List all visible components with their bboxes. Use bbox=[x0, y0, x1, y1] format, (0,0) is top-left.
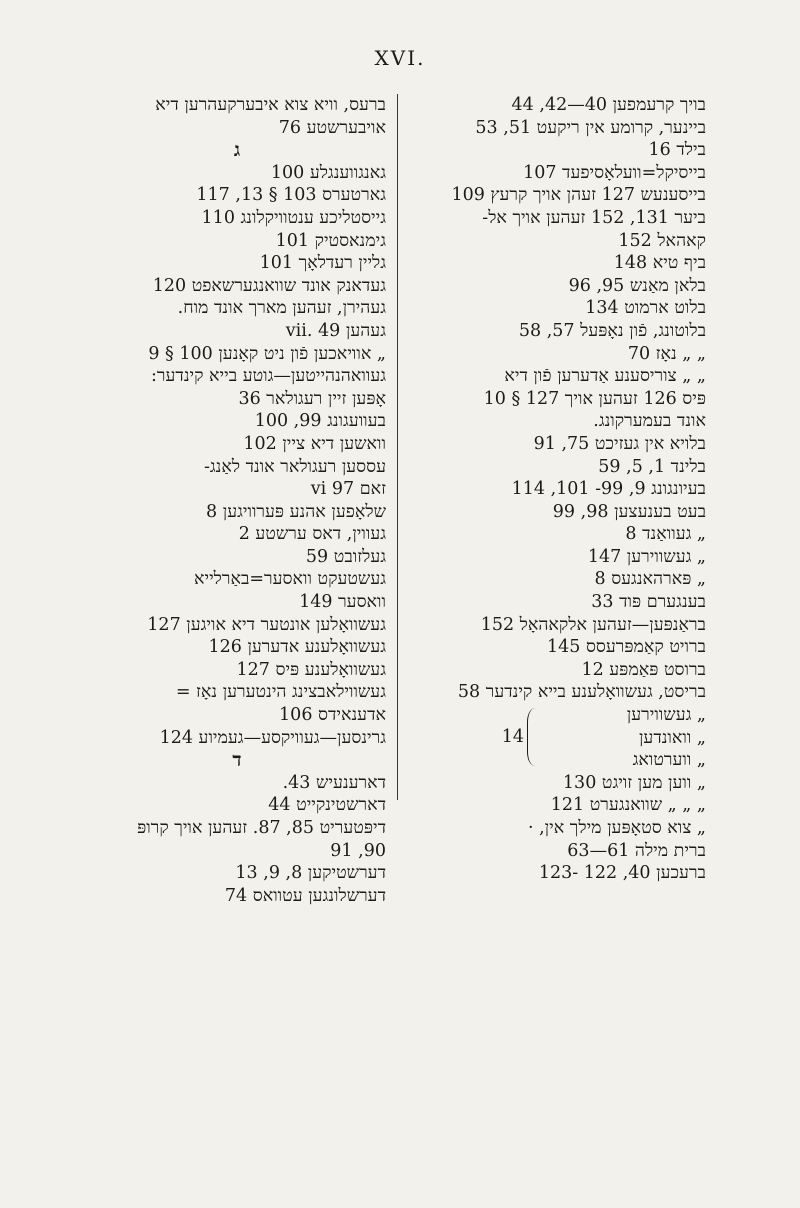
index-entry bbox=[408, 230, 706, 253]
index-entry-text: „ ווערטואג bbox=[632, 750, 706, 771]
index-entry-text: ד bbox=[232, 749, 242, 772]
index-entry bbox=[88, 840, 386, 863]
index-entry bbox=[408, 184, 706, 207]
index-entry-text: בעט בענעצען 98, 99 bbox=[552, 501, 706, 522]
index-entry bbox=[88, 817, 386, 840]
index-entry-text: בלאן מאַנש 95, 96 bbox=[568, 275, 706, 296]
index-entry-text: גרינסען—געוויקסע—געמיוע 124 bbox=[159, 727, 386, 748]
column-divider bbox=[397, 94, 398, 800]
index-entry-text: „ „ „ שוואנגערט 121 bbox=[550, 795, 706, 816]
index-entry-text: וואשען דיא ציין 102 bbox=[243, 433, 386, 454]
right-column bbox=[408, 94, 706, 885]
index-entry-text: געשוואָלען אונטער דיא אויגען 127 bbox=[147, 614, 386, 635]
index-entry-text: געהירן, זעהען מארך אונד מוח. bbox=[177, 298, 386, 319]
index-entry-text: שלאָפען אהנע פּערוויגען 8 bbox=[206, 501, 386, 522]
index-entry bbox=[88, 862, 386, 885]
index-entry-text: „ געשווירען bbox=[626, 705, 706, 726]
index-entry bbox=[408, 794, 706, 817]
index-entry-text: „ ווען מען זויגט 130 bbox=[562, 772, 706, 793]
index-entry-text: ברעס, וויא צוא איבערקעהרען דיא bbox=[155, 95, 386, 115]
index-entry-text: גייסטליכע ענטוויקלונג 110 bbox=[201, 207, 386, 228]
index-entry-text: „ אוויאכען פֿון ניט קאָנען 100 § 9 bbox=[148, 343, 386, 364]
index-entry-text: בלוט ארמוט 134 bbox=[585, 298, 706, 319]
index-entry-text: געווין, דאס ערשטע 2 bbox=[238, 524, 386, 545]
index-entry bbox=[408, 297, 706, 320]
index-entry bbox=[88, 546, 386, 569]
index-entry-text: געשוואָלענע אדערען 126 bbox=[208, 637, 386, 658]
index-entry bbox=[408, 501, 706, 524]
index-entry bbox=[88, 727, 386, 750]
index-entry bbox=[408, 681, 706, 704]
index-entry bbox=[88, 94, 386, 117]
index-entry bbox=[88, 343, 386, 366]
index-entry bbox=[88, 636, 386, 659]
index-entry bbox=[408, 568, 706, 591]
index-entry-text: געהען 49 .vii bbox=[285, 320, 386, 341]
index-entry bbox=[88, 591, 386, 614]
brace-page-ref: 14 bbox=[501, 727, 524, 748]
index-entry-text: בייסענעש 127 זעהן אויך קרעץ 109 bbox=[451, 185, 706, 206]
index-entry-text: ג bbox=[233, 139, 241, 162]
index-entry bbox=[88, 704, 386, 727]
index-entry bbox=[408, 659, 706, 682]
index-entry bbox=[408, 343, 706, 366]
index-entry bbox=[408, 478, 706, 501]
index-entry-text: ברית מילה 61—63 bbox=[567, 840, 706, 861]
index-entry-text: אדענאידס 106 bbox=[279, 705, 386, 726]
index-entry-text: „ געוואַנד 8 bbox=[625, 524, 706, 545]
index-entry-text: גארטערס 103 § 13, 117 bbox=[196, 185, 386, 206]
index-entry bbox=[88, 275, 386, 298]
index-entry bbox=[408, 614, 706, 637]
index-entry-text: „ „ צוריסענע אַדערען פֿון דיא bbox=[504, 366, 706, 387]
index-entry bbox=[408, 591, 706, 614]
index-entry-text: גימנאסטיק 101 bbox=[275, 230, 386, 251]
index-entry bbox=[88, 184, 386, 207]
index-entry-text: בייסיקל=וועלאָסיפעד 107 bbox=[523, 162, 706, 183]
index-entry bbox=[88, 162, 386, 185]
index-entry-text: בעוועגונג 99, 100 bbox=[254, 411, 386, 432]
index-entry bbox=[88, 885, 386, 908]
index-entry-text: אָפּען זיין רעגולאר 36 bbox=[238, 388, 386, 409]
index-entry bbox=[408, 365, 706, 388]
index-entry bbox=[88, 230, 386, 253]
index-entry bbox=[408, 727, 706, 750]
index-entry-text: געוואהנהייטען—גוטע בייא קינדער: bbox=[151, 366, 386, 387]
index-entry bbox=[408, 840, 706, 863]
index-entry bbox=[88, 749, 386, 772]
index-entry bbox=[408, 162, 706, 185]
index-entry-text: בלוטונג, פֿון נאָפּעל 57, 58 bbox=[518, 320, 706, 341]
index-entry-text: געלזובט 59 bbox=[305, 546, 386, 567]
index-entry bbox=[88, 614, 386, 637]
index-entry-text: בויך קרעמפען 40—42, 44 bbox=[511, 95, 706, 115]
index-entry-text: „ וואונדען bbox=[638, 727, 706, 748]
index-entry-text: „ געשווירען 147 bbox=[587, 546, 706, 567]
index-entry bbox=[88, 681, 386, 704]
index-entry-text: „ צוא סטאָפּען מילך אין, · bbox=[527, 818, 706, 838]
index-entry-text: בראַנפּען—זעהען אלקאהאָל 152 bbox=[480, 614, 706, 635]
index-entry-text: בריסט, געשוואָלענע בייא קינדער 58 bbox=[457, 682, 706, 703]
index-entry bbox=[408, 862, 706, 885]
index-entry bbox=[408, 94, 706, 117]
index-entry bbox=[408, 207, 706, 230]
index-entry-text: דערשלונגען עטוואס 74 bbox=[224, 885, 386, 906]
index-entry-text: עססען רעגולאר אונד לאַנג- bbox=[203, 456, 386, 477]
index-entry-text: דארשטינקייט 44 bbox=[268, 795, 386, 816]
index-entry bbox=[408, 275, 706, 298]
index-entry-text: ברויט קאַמפּרעסס 145 bbox=[546, 637, 706, 658]
index-entry-text: דארענעיש 43. bbox=[282, 772, 386, 793]
index-entry bbox=[88, 478, 386, 501]
index-entry bbox=[88, 772, 386, 795]
index-entry-text: קאהאל 152 bbox=[618, 230, 706, 251]
index-entry-text: גאנגווענגלע 100 bbox=[270, 162, 386, 183]
index-entry-text: בעיונגונג 9, 99- 101, 114 bbox=[511, 479, 706, 500]
index-entry-text: בלויא אין געזיכט 75, 91 bbox=[533, 433, 706, 454]
index-entry-text: געדאנק אונד שוואנגערשאפט 120 bbox=[152, 275, 386, 296]
index-entry-text: בילד 16 bbox=[648, 140, 706, 161]
index-entry-text: געשוואָלענע פּיס 127 bbox=[236, 659, 386, 680]
index-entry bbox=[408, 320, 706, 343]
index-entry bbox=[88, 388, 386, 411]
index-entry bbox=[88, 207, 386, 230]
index-entry-text: דערשטיקען 8, 9, 13 bbox=[235, 863, 386, 884]
index-entry bbox=[408, 772, 706, 795]
index-entry bbox=[408, 252, 706, 275]
index-entry bbox=[88, 297, 386, 320]
index-entry-text: וואסער 149 bbox=[299, 592, 386, 613]
index-entry-text: „ „ נאָז 70 bbox=[627, 343, 706, 364]
index-entry-text: גליין רעדלאָך 101 bbox=[259, 253, 386, 274]
index-entry bbox=[408, 749, 706, 772]
index-entry-text: ביער 131, 152 זעהען אויך אל- bbox=[482, 207, 706, 228]
index-entry bbox=[88, 501, 386, 524]
index-entry bbox=[408, 433, 706, 456]
index-entry bbox=[88, 456, 386, 479]
index-entry bbox=[408, 523, 706, 546]
index-entry-text: ברעכען 40, 122 -123 bbox=[538, 863, 706, 884]
index-entry bbox=[408, 817, 706, 840]
index-entry bbox=[88, 117, 386, 140]
left-column bbox=[88, 94, 386, 907]
index-entry-text: געשטעקט וואסער=באַרלייא bbox=[193, 569, 386, 590]
index-entry bbox=[88, 433, 386, 456]
index-entry bbox=[408, 456, 706, 479]
index-entry bbox=[408, 410, 706, 433]
index-entry bbox=[88, 659, 386, 682]
index-entry bbox=[88, 139, 386, 162]
index-entry-text: בלינד 1, 5, 59 bbox=[598, 456, 706, 477]
index-entry bbox=[88, 365, 386, 388]
index-entry-text: ביינער, קרומע אין ריקעט 51, 53 bbox=[475, 117, 706, 138]
index-entry-text: ביף טיא 148 bbox=[613, 253, 706, 274]
index-entry-text: בענגערם פּוד 33 bbox=[591, 592, 706, 613]
index-entry bbox=[408, 117, 706, 140]
index-entry-text: אויבערשטע 76 bbox=[278, 117, 386, 138]
index-entry-text: ברוסט פּאַמפּע 12 bbox=[581, 659, 706, 680]
index-entry bbox=[408, 388, 706, 411]
index-entry-text: פּיס 126 זעהען אויך 127 § 10 bbox=[483, 388, 706, 409]
index-entry-text: אונד בעמערקונג. bbox=[593, 411, 706, 432]
index-entry bbox=[408, 139, 706, 162]
index-entry-text: דיפּטעריט 85, 87. זעהען אויך קרופּ bbox=[137, 818, 386, 838]
index-entry-text: געשווילאבצינג הינטערען נאָז = bbox=[175, 682, 386, 703]
index-entry bbox=[88, 794, 386, 817]
index-entry bbox=[88, 410, 386, 433]
index-entry bbox=[88, 523, 386, 546]
index-entry bbox=[408, 546, 706, 569]
index-entry bbox=[88, 320, 386, 343]
index-entry-text: „ פּארהאנגעס 8 bbox=[594, 569, 706, 590]
index-entry bbox=[408, 636, 706, 659]
page-number: XVI. bbox=[374, 46, 426, 70]
index-entry-text: זאם 97 vi bbox=[310, 479, 386, 500]
index-entry bbox=[88, 568, 386, 591]
index-entry bbox=[88, 252, 386, 275]
index-entry-text: 90, 91 bbox=[330, 840, 386, 861]
